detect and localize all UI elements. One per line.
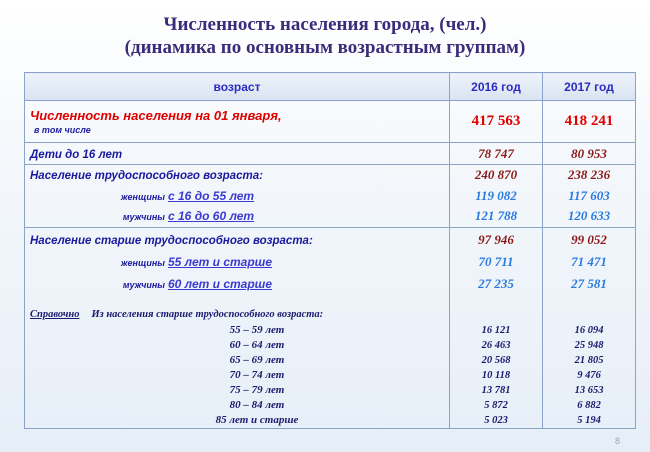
working-women-row — [25, 186, 636, 206]
elder-women-range: 55 лет и старше — [168, 255, 273, 269]
working-women-2016: 119 082 — [450, 186, 543, 206]
reference-2016: 26 463 — [450, 338, 543, 353]
reference-2017: 5 194 — [543, 413, 636, 429]
working-women-2017: 117 603 — [543, 186, 636, 206]
reference-age: 55 – 59 лет — [25, 323, 450, 338]
spacer-row — [25, 295, 636, 307]
header-2016: 2016 год — [450, 73, 543, 101]
reference-2017: 21 805 — [543, 353, 636, 368]
reference-2017: 25 948 — [543, 338, 636, 353]
elder-men-2017: 27 581 — [543, 273, 636, 295]
reference-text: Из населения старше трудоспособного возраста: — [91, 309, 324, 320]
children-label: Дети до 16 лет — [30, 148, 123, 161]
working-women-range: с 16 до 55 лет — [168, 188, 255, 203]
reference-2017: 13 653 — [543, 383, 636, 398]
total-row — [25, 101, 636, 143]
reference-age: 85 лет и старше — [25, 413, 450, 429]
header-age: возраст — [25, 73, 450, 101]
working-2016: 240 870 — [450, 165, 543, 186]
reference-label: Справочно — [30, 309, 80, 320]
page-subtitle: (динамика по основным возрастным группам) — [124, 37, 526, 58]
page-number: 8 — [614, 436, 620, 446]
reference-age: 65 – 69 лет — [25, 353, 450, 368]
children-row — [25, 143, 636, 165]
working-men-prefix: мужчины — [122, 212, 165, 223]
total-2016: 417 563 — [450, 101, 543, 143]
reference-2017: 16 094 — [543, 323, 636, 338]
elder-men-prefix: мужчины — [122, 279, 165, 290]
elder-women-2016: 70 711 — [450, 252, 543, 273]
working-men-range: с 16 до 60 лет — [168, 209, 255, 224]
population-table — [24, 72, 636, 429]
header-2017: 2017 год — [543, 73, 636, 101]
reference-2016: 5 872 — [450, 398, 543, 413]
elder-2016: 97 946 — [450, 228, 543, 252]
reference-2017: 9 476 — [543, 368, 636, 383]
reference-row — [25, 413, 636, 429]
reference-2016: 20 568 — [450, 353, 543, 368]
elder-row — [25, 228, 636, 252]
total-sublabel: в том числе — [34, 125, 91, 135]
reference-age: 80 – 84 лет — [25, 398, 450, 413]
elder-men-row — [25, 273, 636, 295]
working-men-2016: 121 788 — [450, 206, 543, 228]
page-title: Численность населения города, (чел.) — [163, 14, 487, 35]
total-2017: 418 241 — [543, 101, 636, 143]
elder-2017: 99 052 — [543, 228, 636, 252]
reference-row — [25, 368, 636, 383]
reference-age: 75 – 79 лет — [25, 383, 450, 398]
elder-women-2017: 71 471 — [543, 252, 636, 273]
working-2017: 238 236 — [543, 165, 636, 186]
reference-row — [25, 383, 636, 398]
reference-header-row — [25, 307, 636, 323]
working-row — [25, 165, 636, 186]
reference-row — [25, 338, 636, 353]
reference-2016: 16 121 — [450, 323, 543, 338]
reference-2016: 10 118 — [450, 368, 543, 383]
working-men-2017: 120 633 — [543, 206, 636, 228]
reference-row — [25, 323, 636, 338]
total-label: Численность населения на 01 января, — [30, 108, 282, 123]
reference-2016: 5 023 — [450, 413, 543, 429]
elder-men-range: 60 лет и старше — [168, 276, 273, 291]
working-men-row — [25, 206, 636, 228]
children-2017: 80 953 — [543, 143, 636, 165]
reference-row — [25, 353, 636, 368]
children-2016: 78 747 — [450, 143, 543, 165]
reference-row — [25, 398, 636, 413]
table-header-row — [25, 73, 636, 101]
elder-women-prefix: женщины — [120, 258, 165, 268]
working-women-prefix: женщины — [120, 191, 165, 202]
reference-age: 70 – 74 лет — [25, 368, 450, 383]
elder-women-row — [25, 252, 636, 273]
working-label: Население трудоспособного возраста: — [30, 170, 263, 183]
elder-label: Население старше трудоспособного возраста: — [30, 234, 313, 247]
reference-2016: 13 781 — [450, 383, 543, 398]
reference-age: 60 – 64 лет — [25, 338, 450, 353]
reference-2017: 6 882 — [543, 398, 636, 413]
elder-men-2016: 27 235 — [450, 273, 543, 295]
